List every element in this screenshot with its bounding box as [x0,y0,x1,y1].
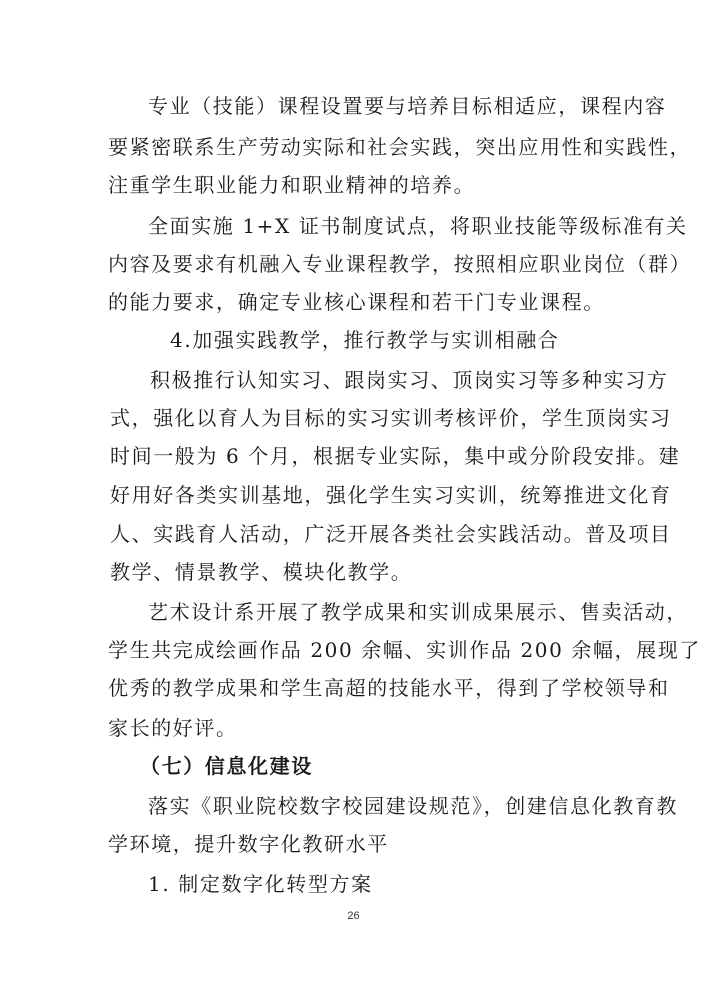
text-line: 时间一般为 6 个月，根据专业实际，集中或分阶段安排。建 [110,444,681,468]
section-subheading: 4.加强实践教学，推行教学与实训相融合 [170,328,560,352]
section-subheading: 1. 制定数字化转型方案 [148,872,373,896]
section-heading: （七）信息化建设 [140,754,313,778]
text-line: 全面实施 1+X 证书制度试点，将职业技能等级标准有关 [148,214,688,238]
text-line: 学生共完成绘画作品 200 余幅、实训作品 200 余幅，展现了 [108,638,701,662]
text-line: 式，强化以育人为目标的实习实训考核评价，学生顶岗实习 [110,406,672,430]
text-line: 人、实践育人活动，广泛开展各类社会实践活动。普及项目 [110,522,672,546]
text-line: 专业（技能）课程设置要与培养目标相适应，课程内容 [148,94,667,118]
text-line: 内容及要求有机融入专业课程教学，按照相应职业岗位（群） [108,252,692,276]
text-line: 优秀的教学成果和学生高超的技能水平，得到了学校领导和 [108,676,670,700]
text-line: 要紧密联系生产劳动实际和社会实践，突出应用性和实践性， [108,135,692,159]
text-line: 积极推行认知实习、跟岗实习、顶岗实习等多种实习方 [150,368,669,392]
text-line: 艺术设计系开展了教学成果和实训成果展示、售卖活动， [148,600,688,624]
text-line: 学环境，提升数字化教研水平 [108,832,389,856]
text-line: 教学、情景教学、模块化教学。 [110,560,413,584]
page-number: 26 [347,910,360,922]
text-line: 好用好各类实训基地，强化学生实习实训，统筹推进文化育 [110,483,672,507]
text-line: 的能力要求，确定专业核心课程和若干门专业课程。 [108,290,605,314]
text-line: 家长的好评。 [108,716,238,740]
text-line: 注重学生职业能力和职业精神的培养。 [108,173,476,197]
text-line: 落实《职业院校数字校园建设规范》，创建信息化教育教 [148,794,678,818]
